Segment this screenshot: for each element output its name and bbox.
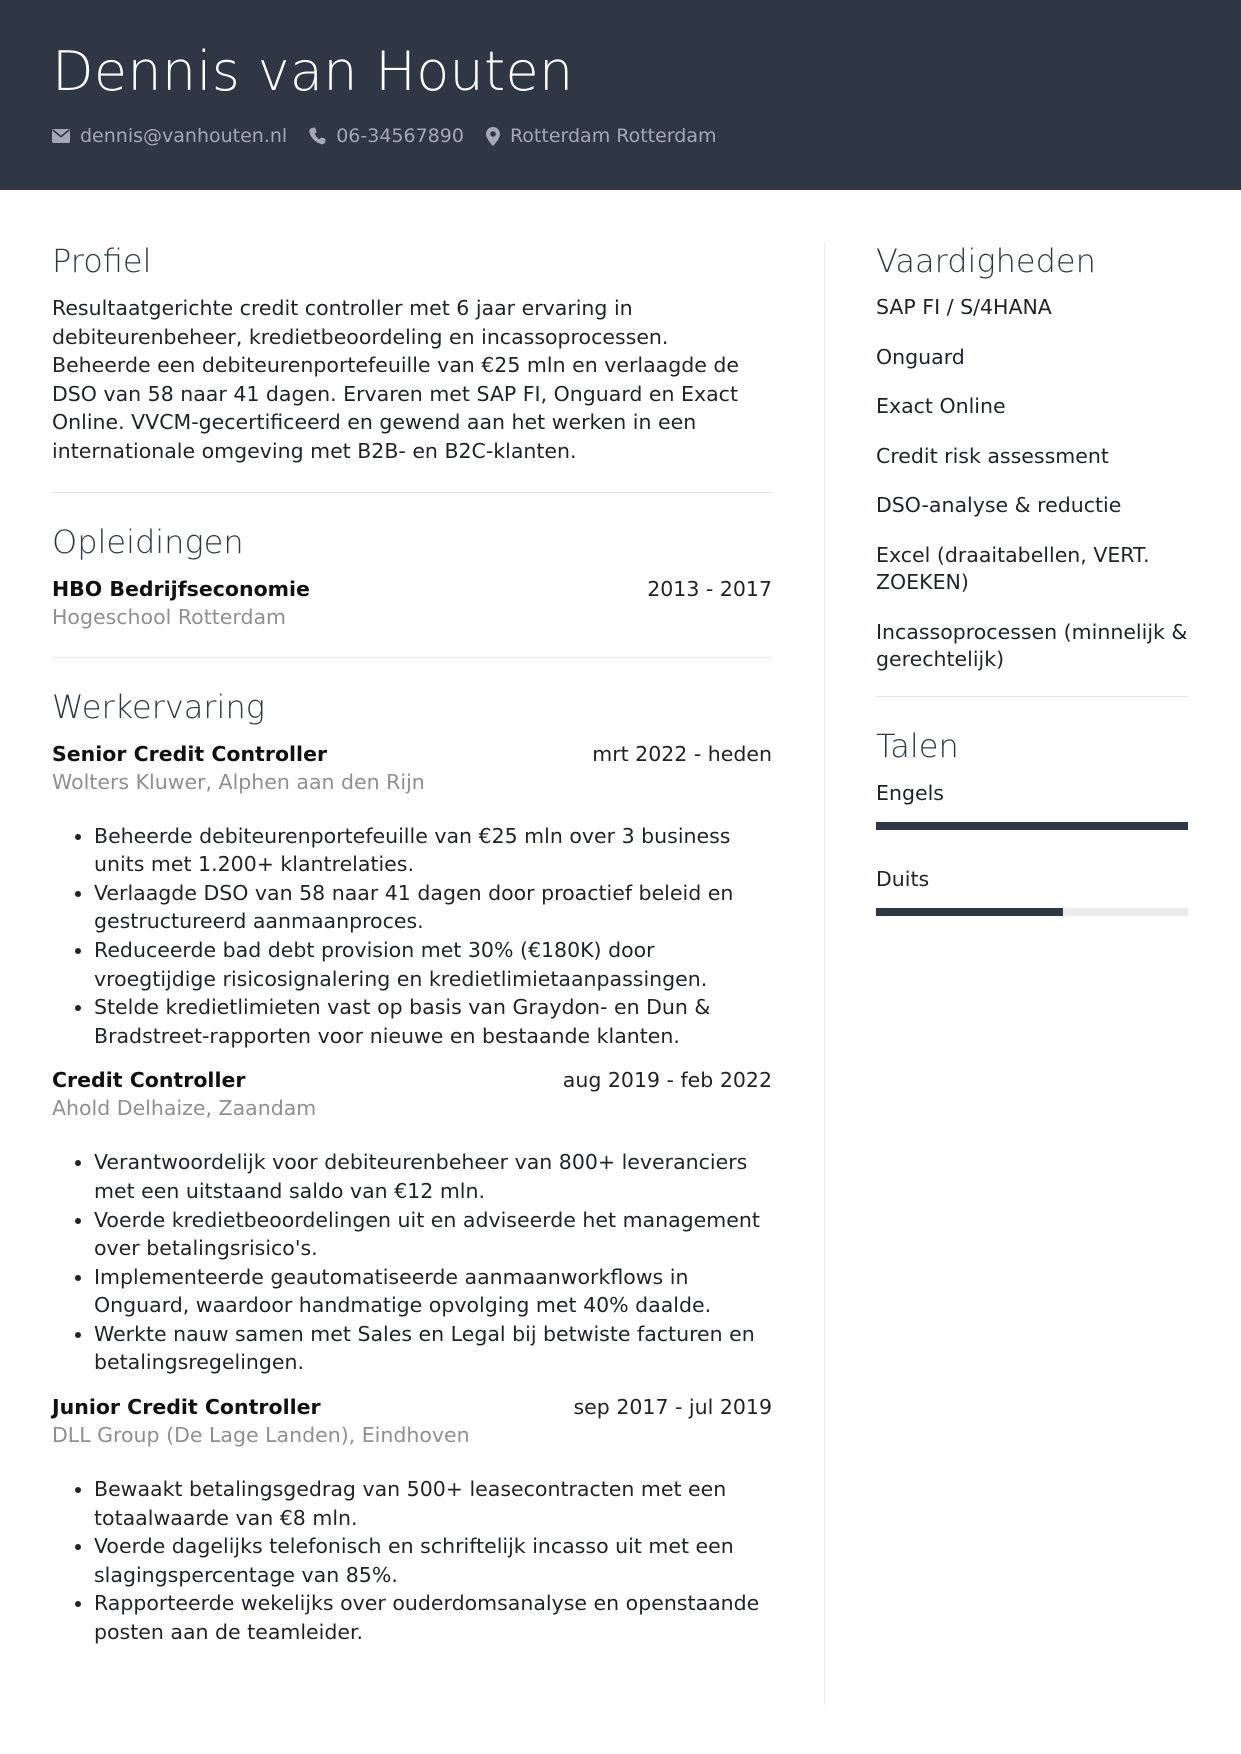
school-name: Hogeschool Rotterdam [52, 604, 286, 629]
education-period: 2013 - 2017 [647, 576, 772, 601]
education-entry [52, 575, 772, 631]
contact-location [486, 125, 717, 147]
envelope-icon [52, 129, 70, 143]
profile-line: Resultaatgerichte credit controller met 6 jaar ervaring in [52, 296, 633, 320]
skill-item: Exact Online [876, 394, 1006, 418]
job-period: aug 2019 - feb 2022 [562, 1068, 772, 1093]
job-entry [52, 1393, 772, 1647]
candidate-name: Dennis van Houten [52, 40, 574, 103]
language-name: Duits [876, 866, 930, 891]
skill-item: DSO-analyse & reductie [876, 493, 1122, 517]
profile-line: Online. VVCM-gecertificeerd en gewend aan het werken in een [52, 410, 697, 435]
column-divider [824, 243, 825, 1705]
language-level-bar [876, 908, 1188, 916]
contact-phone [309, 125, 464, 147]
job-bullet: • Reduceerde bad debt provision met 30% (€180K) door vroegtijdige risicosignalering en kredietlimietaanpassingen. [94, 936, 772, 993]
company-name: Ahold Delhaize, Zaandam [52, 1096, 317, 1121]
job-title: Senior Credit Controller [52, 741, 328, 766]
degree-title: HBO Bedrijfseconomie [52, 576, 310, 601]
profile-line: Beheerde een debiteurenportefeuille van €25 mln en verlaagde de [52, 353, 739, 378]
job-bullet: • Bewaakt betalingsgedrag van 500+ leasecontracten met een totaalwaarde van €8 mln. [94, 1475, 772, 1532]
languages-section [876, 723, 1188, 916]
phone-icon [309, 127, 326, 145]
profile-section [52, 238, 772, 466]
languages-heading: Talen [876, 726, 959, 765]
job-bullet: • Rapporteerde wekelijks over ouderdomsanalyse en openstaande posten aan de teamleider. [94, 1589, 772, 1646]
job-entry [52, 1066, 772, 1377]
skill-item: Credit risk assessment [876, 443, 1109, 468]
language-level-bar [876, 822, 1188, 830]
email-text: dennis@vanhouten.nl [80, 125, 288, 147]
profile-heading: Profiel [52, 242, 152, 280]
experience-heading: Werkervaring [52, 687, 265, 726]
company-name: DLL Group (De Lage Landen), Eindhoven [52, 1423, 470, 1448]
section-divider [52, 492, 772, 493]
location-text: Rotterdam Rotterdam [509, 125, 717, 147]
sidebar-column [876, 238, 1188, 951]
contact-email [52, 125, 287, 147]
phone-text: 06-34567890 [336, 125, 464, 147]
main-column [52, 238, 772, 1647]
job-title: Credit Controller [52, 1068, 246, 1093]
skill-item: Onguard [876, 344, 965, 369]
language-item [876, 779, 1188, 830]
language-name: Engels [876, 780, 944, 805]
language-level-fill [876, 908, 1063, 916]
job-bullets [52, 1475, 772, 1647]
skill-item: Excel (draaitabellen, VERT. ZOEKEN) [876, 542, 1150, 594]
job-bullet: • Werkte nauw samen met Sales en Legal bij betwiste facturen en betalingsregelingen. [94, 1320, 772, 1377]
profile-line: debiteurenbeheer, kredietbeoordeling en incassoprocessen. [52, 324, 669, 349]
job-bullet: • Verantwoordelijk voor debiteurenbeheer van 800+ leveranciers met een uitstaand saldo van €12 mln. [94, 1148, 772, 1205]
profile-line: DSO van 58 naar 41 dagen. Ervaren met SAP FI, Onguard en Exact [52, 381, 738, 406]
section-divider [876, 696, 1188, 697]
job-bullet: • Beheerde debiteurenportefeuille van €25 mln over 3 business units met 1.200+ klantrelaties. [94, 822, 772, 879]
job-bullet: • Verlaagde DSO van 58 naar 41 dagen door proactief beleid en gestructureerd aanmaanproces. [94, 879, 772, 936]
experience-section [52, 684, 772, 1647]
education-heading: Opleidingen [52, 522, 244, 561]
education-section [52, 519, 772, 631]
job-period: mrt 2022 - heden [592, 741, 772, 766]
job-entry [52, 740, 772, 1051]
skills-section [876, 238, 1188, 674]
map-pin-icon [486, 127, 500, 146]
resume-header [0, 0, 1241, 190]
skill-item: SAP FI / S/4HANA [876, 295, 1052, 319]
job-bullet: • Stelde kredietlimieten vast op basis van Graydon- en Dun & Bradstreet-rapporten voor nieuwe en bestaande klanten. [94, 993, 772, 1050]
contact-row [52, 122, 739, 150]
job-bullet: • Voerde kredietbeoordelingen uit en adviseerde het management over betalingsrisico's. [94, 1206, 772, 1263]
section-divider [52, 657, 772, 658]
job-bullets [52, 1148, 772, 1377]
job-period: sep 2017 - jul 2019 [573, 1395, 772, 1420]
company-name: Wolters Kluwer, Alphen aan den Rijn [52, 769, 425, 794]
job-bullet: • Voerde dagelijks telefonisch en schriftelijk incasso uit met een slagingspercentage van 85%. [94, 1532, 772, 1589]
profile-text [52, 294, 772, 466]
language-level-fill [876, 822, 1188, 830]
language-item [876, 865, 1188, 916]
profile-line: internationale omgeving met B2B- en B2C-klanten. [52, 438, 577, 463]
skills-heading: Vaardigheden [876, 242, 1096, 280]
job-bullet: • Implementeerde geautomatiseerde aanmaanworkflows in Onguard, waardoor handmatige opvolging met 40% daalde. [94, 1263, 772, 1320]
skill-item: Incassoprocessen (minnelijk & gerechtelijk) [876, 619, 1188, 671]
job-title: Junior Credit Controller [52, 1395, 321, 1420]
job-bullets [52, 822, 772, 1051]
